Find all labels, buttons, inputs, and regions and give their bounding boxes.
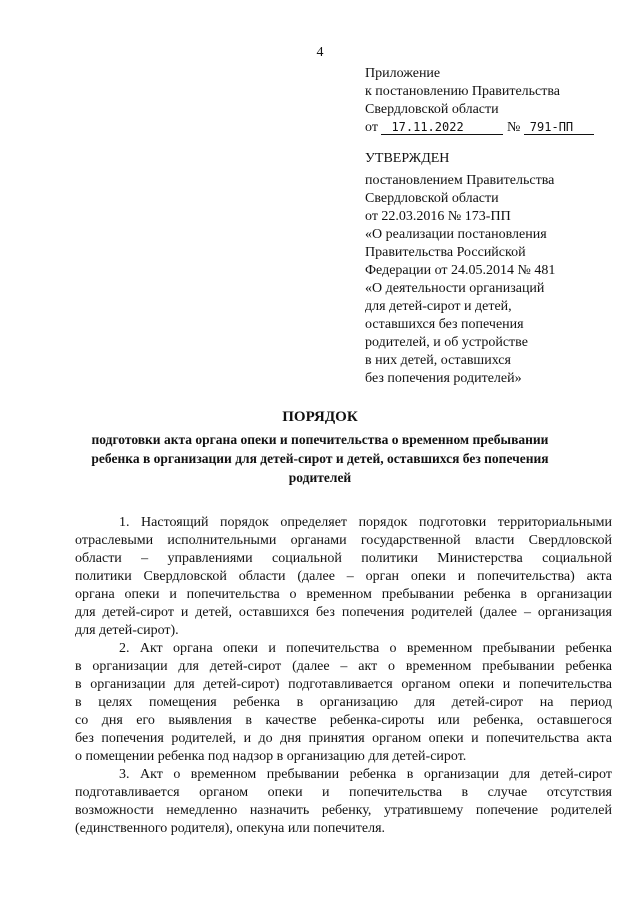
subtitle-line: подготовки акта органа опеки и попечительства о временном пребывании xyxy=(91,432,549,447)
appendix-line: Свердловской области xyxy=(365,102,499,117)
approval-line: «О реализации постановления xyxy=(365,227,547,242)
paragraph-line: 1. Настоящий порядок определяет порядок подготовки территориальными xyxy=(119,515,612,530)
paragraph-line: политики Свердловской области (далее – орган опеки и попечительства) акта xyxy=(75,569,612,584)
document-title-block xyxy=(60,408,580,487)
approval-heading: УТВЕРЖДЕН xyxy=(365,151,450,166)
date-field: 17.11.2022 xyxy=(381,120,503,135)
approval-line: в них детей, оставшихся xyxy=(365,353,511,368)
paragraph-line: 3. Акт о временном пребывании ребенка в организации для детей-сирот xyxy=(119,767,612,782)
appendix-block xyxy=(365,65,615,137)
paragraph-1 xyxy=(75,514,612,640)
appendix-line: к постановлению Правительства xyxy=(365,84,561,99)
paragraph-2 xyxy=(75,640,612,766)
approval-line: без попечения родителей» xyxy=(365,371,522,386)
approval-line: оставшихся без попечения xyxy=(365,317,524,332)
paragraph-3 xyxy=(75,766,612,838)
date-prefix: от xyxy=(365,120,378,135)
paragraph-line: без попечения родителей, и до дня принятия органом опеки и попечительства акта xyxy=(75,731,612,746)
subtitle-line: родителей xyxy=(288,470,352,485)
document-subtitle xyxy=(60,430,580,487)
paragraph-line: в организации для детей-сирот (далее – акт о временном пребывании ребенка xyxy=(75,659,612,674)
paragraph-line: со дня его выявления в качестве ребенка-сироты или ребенка, оставшегося xyxy=(75,713,612,728)
paragraph-line: для детей-сирот). xyxy=(75,623,179,638)
approval-line: родителей, и об устройстве xyxy=(365,335,528,350)
approval-line: «О деятельности организаций xyxy=(365,281,545,296)
number-field: 791-ПП xyxy=(524,120,594,135)
paragraph-line: в организации для детей-сирот) подготавливается органом опеки и попечительства xyxy=(75,677,612,692)
paragraph-line: возможности немедленно назначить ребенку, утратившему попечение родителей xyxy=(75,803,612,818)
document-body xyxy=(75,514,612,838)
paragraph-line: области – управлениями социальной политики Министерства социальной xyxy=(75,551,612,566)
document-title: ПОРЯДОК xyxy=(282,409,358,425)
approval-line: Федерации от 24.05.2014 № 481 xyxy=(365,263,556,278)
approval-line: Правительства Российской xyxy=(365,245,526,260)
page-number: 4 xyxy=(316,45,324,60)
paragraph-line: для детей-сирот и детей, оставшихся без попечения родителей (далее – организация xyxy=(75,605,612,620)
appendix-date-line xyxy=(365,119,615,137)
paragraph-line: подготавливается органом опеки и попечительства в случае отсутствия xyxy=(75,785,612,800)
approval-line: от 22.03.2016 № 173-ПП xyxy=(365,209,511,224)
appendix-line: Приложение xyxy=(365,66,441,81)
approval-block xyxy=(365,150,615,388)
paragraph-line: в целях помещения ребенка в организацию для детей-сирот на период xyxy=(75,695,612,710)
subtitle-line: ребенка в организации для детей-сирот и детей, оставшихся без попечения xyxy=(91,451,549,466)
approval-line: для детей-сирот и детей, xyxy=(365,299,512,314)
paragraph-line: (единственного родителя), опекуна или попечителя. xyxy=(75,821,386,836)
paragraph-line: органа опеки и попечительства о временном пребывании ребенка в организации xyxy=(75,587,612,602)
number-prefix: № xyxy=(506,120,521,135)
approval-line: постановлением Правительства xyxy=(365,173,555,188)
approval-line: Свердловской области xyxy=(365,191,499,206)
paragraph-line: 2. Акт органа опеки и попечительства о временном пребывании ребенка xyxy=(119,641,612,656)
paragraph-line: о помещении ребенка под надзор в организацию для детей-сирот. xyxy=(75,749,467,764)
paragraph-line: отраслевыми исполнительными органами государственной власти Свердловской xyxy=(75,533,612,548)
